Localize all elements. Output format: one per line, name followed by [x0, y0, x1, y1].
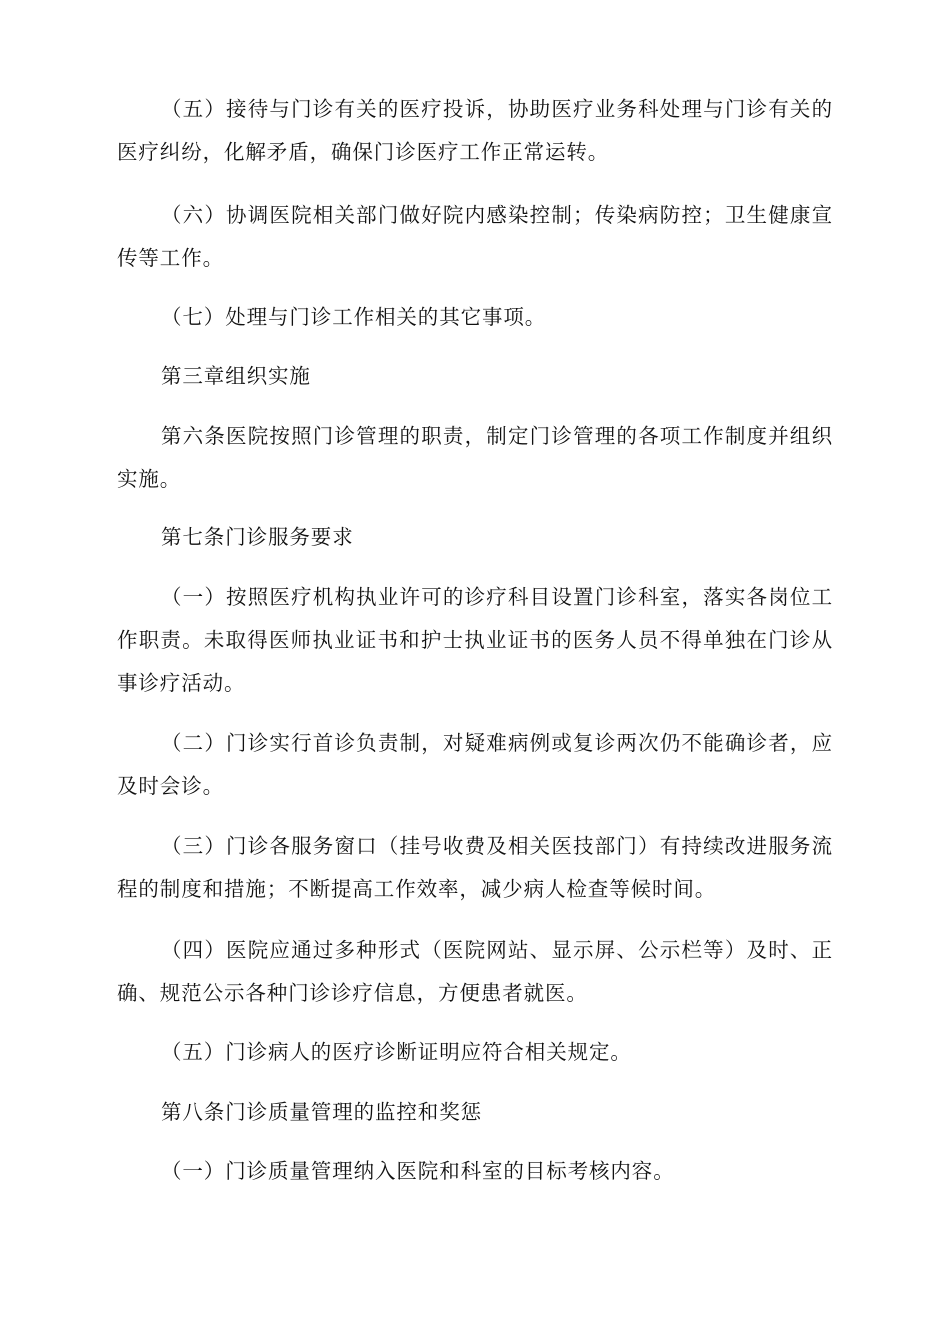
paragraph-duty-5: （五）接待与门诊有关的医疗投诉，协助医疗业务科处理与门诊有关的医疗纠纷，化解矛盾，确保门诊医疗工作正常运转。 — [117, 97, 833, 164]
paragraph-duty-7: （七）处理与门诊工作相关的其它事项。 — [161, 305, 547, 329]
article-six: 第六条医院按照门诊管理的职责，制定门诊管理的各项工作制度并组织实施。 — [117, 424, 833, 491]
service-requirement-2: （二）门诊实行首诊负责制，对疑难病例或复诊两次仍不能确诊者，应及时会诊。 — [117, 731, 833, 798]
service-requirement-1: （一）按照医疗机构执业许可的诊疗科目设置门诊科室，落实各岗位工作职责。未取得医师执业证书和护士执业证书的医务人员不得单独在门诊从事诊疗活动。 — [117, 585, 833, 695]
article-eight-heading: 第八条门诊质量管理的监控和奖惩 — [161, 1100, 482, 1124]
service-requirement-5: （五）门诊病人的医疗诊断证明应符合相关规定。 — [161, 1040, 632, 1064]
service-requirement-4: （四）医院应通过多种形式（医院网站、显示屏、公示栏等）及时、正确、规范公示各种门诊诊疗信息，方便患者就医。 — [117, 938, 833, 1005]
quality-management-1: （一）门诊质量管理纳入医院和科室的目标考核内容。 — [161, 1159, 675, 1183]
paragraph-duty-6: （六）协调医院相关部门做好院内感染控制；传染病防控；卫生健康宣传等工作。 — [117, 203, 833, 270]
service-requirement-3: （三）门诊各服务窗口（挂号收费及相关医技部门）有持续改进服务流程的制度和措施；不断提高工作效率，减少病人检查等候时间。 — [117, 834, 833, 901]
chapter-three-heading: 第三章组织实施 — [161, 364, 311, 388]
article-seven-heading: 第七条门诊服务要求 — [161, 525, 354, 549]
